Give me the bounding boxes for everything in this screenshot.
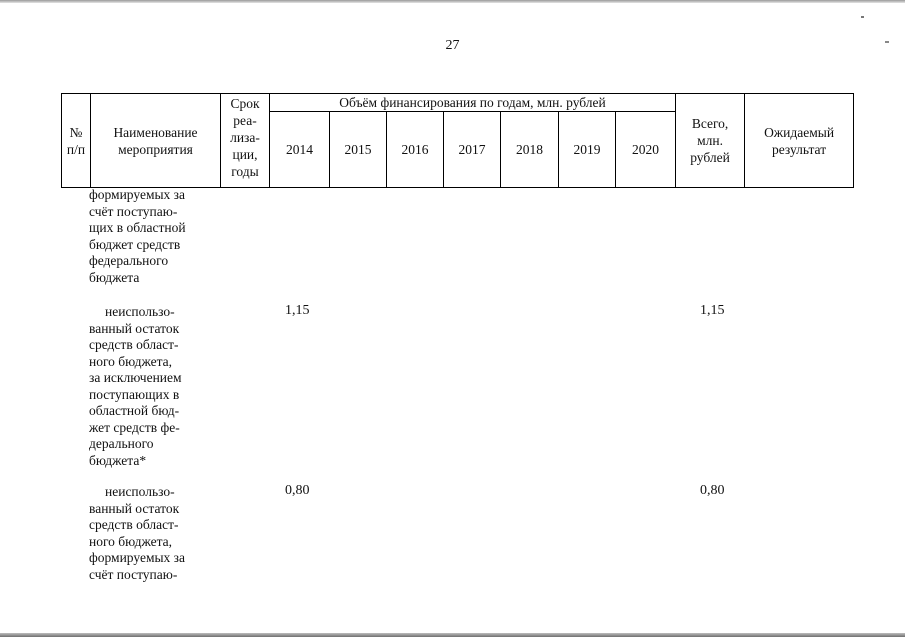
header-year-2019: 2019 — [559, 112, 616, 188]
scan-speck — [861, 16, 864, 18]
header-total-cell: Всего, млн. рублей — [676, 94, 745, 188]
row-3-name: неиспользо- ванный остаток средств област- ного бюджета, формируемых за счёт поступаю- — [89, 484, 186, 582]
row-2-total: 1,15 — [700, 303, 725, 318]
row-1-name: формируемых за счёт поступаю- щих в областной бюджет средств федерального бюджета — [89, 187, 186, 285]
header-financing-title: Объём финансирования по годам, млн. рублей — [270, 94, 676, 112]
page-number: 27 — [445, 38, 460, 53]
header-result-cell: Ожидаемый результат — [745, 94, 854, 188]
scan-top-edge — [0, 0, 905, 3]
row-2-value-2014: 1,15 — [285, 303, 310, 318]
header-term-cell: Срок реа- лиза- ции, годы — [221, 94, 270, 188]
table-header — [61, 93, 854, 188]
header-year-2014: 2014 — [270, 112, 330, 188]
row-3-total: 0,80 — [700, 483, 725, 498]
header-year-2017: 2017 — [444, 112, 501, 188]
header-year-2020: 2020 — [616, 112, 676, 188]
scan-bottom-edge — [0, 633, 905, 637]
header-year-2015: 2015 — [330, 112, 387, 188]
header-year-2018: 2018 — [501, 112, 559, 188]
row-3-value-2014: 0,80 — [285, 483, 310, 498]
row-2-name: неиспользо- ванный остаток средств област- ного бюджета, за исключением поступающих в областной бюд- жет средств фе- дерального бюджета* — [89, 304, 182, 468]
header-number-cell: № п/п — [62, 94, 91, 188]
header-name-cell: Наименование мероприятия — [91, 94, 221, 188]
header-year-2016: 2016 — [387, 112, 444, 188]
